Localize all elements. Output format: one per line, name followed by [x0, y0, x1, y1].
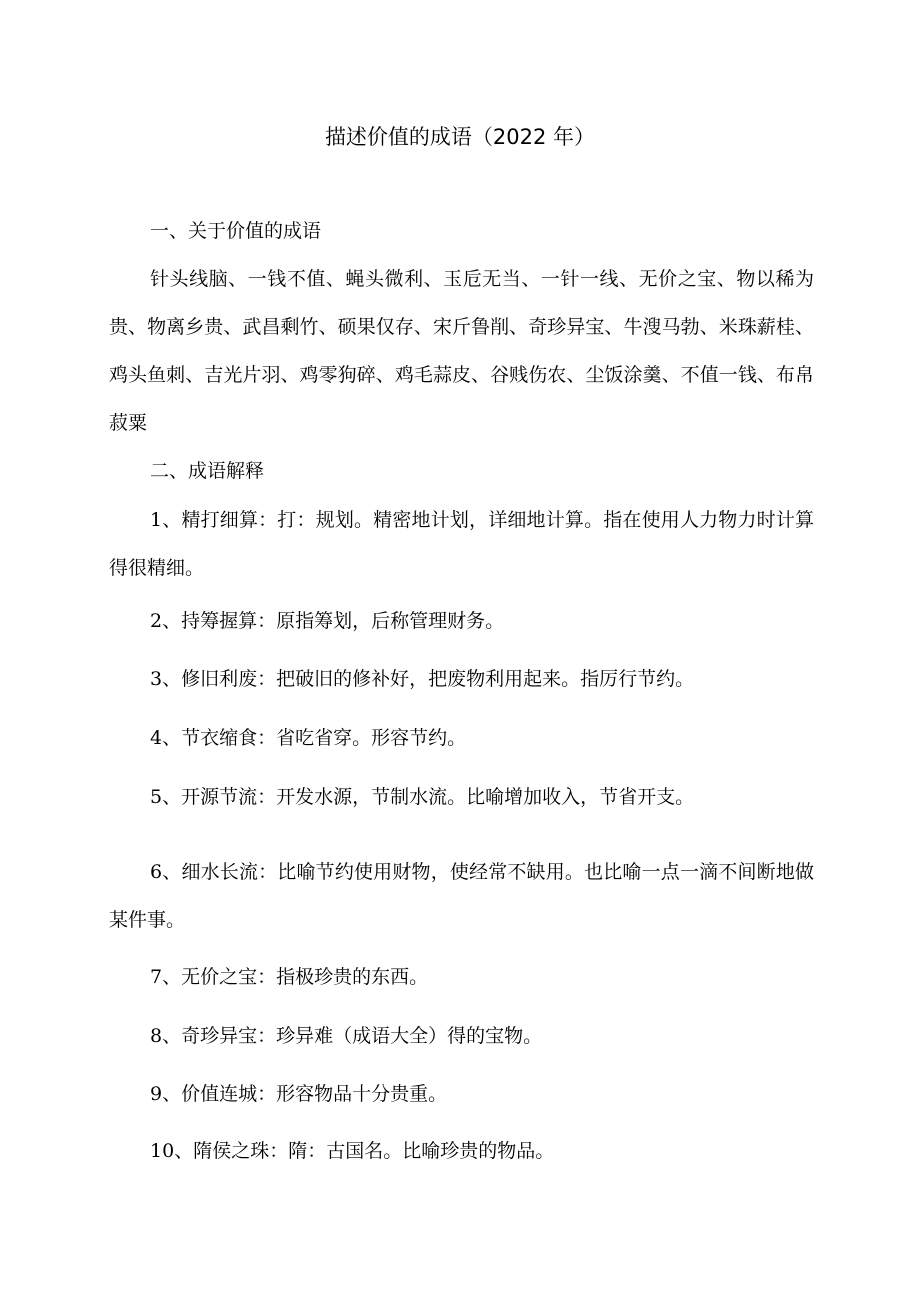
- item-number: 8: [150, 1025, 163, 1047]
- explanation-item-10: [150, 1136, 554, 1166]
- item-number: 10: [150, 1140, 175, 1162]
- explanation-item-5: [150, 782, 694, 812]
- explanation-item-8: [150, 1021, 542, 1051]
- explanation-item-9: [150, 1079, 447, 1109]
- item-number: 6: [150, 861, 163, 883]
- item-text: 、奇珍异宝：珍异难（成语大全）得的宝物。: [162, 1025, 543, 1047]
- explanation-item-1: [109, 496, 814, 592]
- explanation-item-2: [150, 606, 504, 636]
- item-number: 2: [150, 610, 163, 632]
- item-number: 3: [150, 668, 163, 690]
- item-text: 、价值连城：形容物品十分贵重。: [162, 1083, 448, 1105]
- item-number: 9: [150, 1083, 163, 1105]
- item-number: 1: [150, 509, 163, 531]
- item-number: 5: [150, 786, 163, 808]
- item-text: 、开源节流：开发水源，节制水流。比喻增加收入，节省开支。: [162, 786, 695, 808]
- document-title: 描述价值的成语（2022 年）: [324, 125, 596, 149]
- idiom-list-paragraph: 针头线脑、一钱不值、蝇头微利、玉卮无当、一针一线、无价之宝、物以稀为贵、物离乡贵、武昌剩竹、硕果仅存、宋斤鲁削、奇珍异宝、牛溲马勃、米珠薪桂、鸡头鱼刺、吉光片羽、鸡零狗碎、鸡毛蒜皮、谷贱伤农、尘饭涂羹、不值一钱、布帛菽粟: [109, 268, 814, 434]
- item-text: 、节衣缩食：省吃省穿。形容节约。: [162, 727, 467, 749]
- item-number: 4: [150, 727, 163, 749]
- item-text: 、隋侯之珠：隋：古国名。比喻珍贵的物品。: [174, 1140, 555, 1162]
- explanation-item-7: [150, 962, 428, 992]
- section-heading-idioms: 一、关于价值的成语: [150, 220, 322, 242]
- item-text: 、持筹握算：原指筹划，后称管理财务。: [162, 610, 505, 632]
- explanation-item-3: [150, 664, 694, 694]
- item-text: 、精打细算：打：规划。精密地计划，详细地计算。指在使用人力物力时计算得很精细。: [109, 509, 814, 579]
- item-number: 7: [150, 966, 163, 988]
- explanation-item-6: [109, 848, 814, 944]
- section-heading-explanations: 二、成语解释: [150, 460, 265, 482]
- item-text: 、修旧利废：把破旧的修补好，把废物利用起来。指厉行节约。: [162, 668, 695, 690]
- explanation-item-4: [150, 723, 466, 753]
- item-text: 、无价之宝：指极珍贵的东西。: [162, 966, 429, 988]
- item-text: 、细水长流：比喻节约使用财物，使经常不缺用。也比喻一点一滴不间断地做某件事。: [109, 861, 814, 931]
